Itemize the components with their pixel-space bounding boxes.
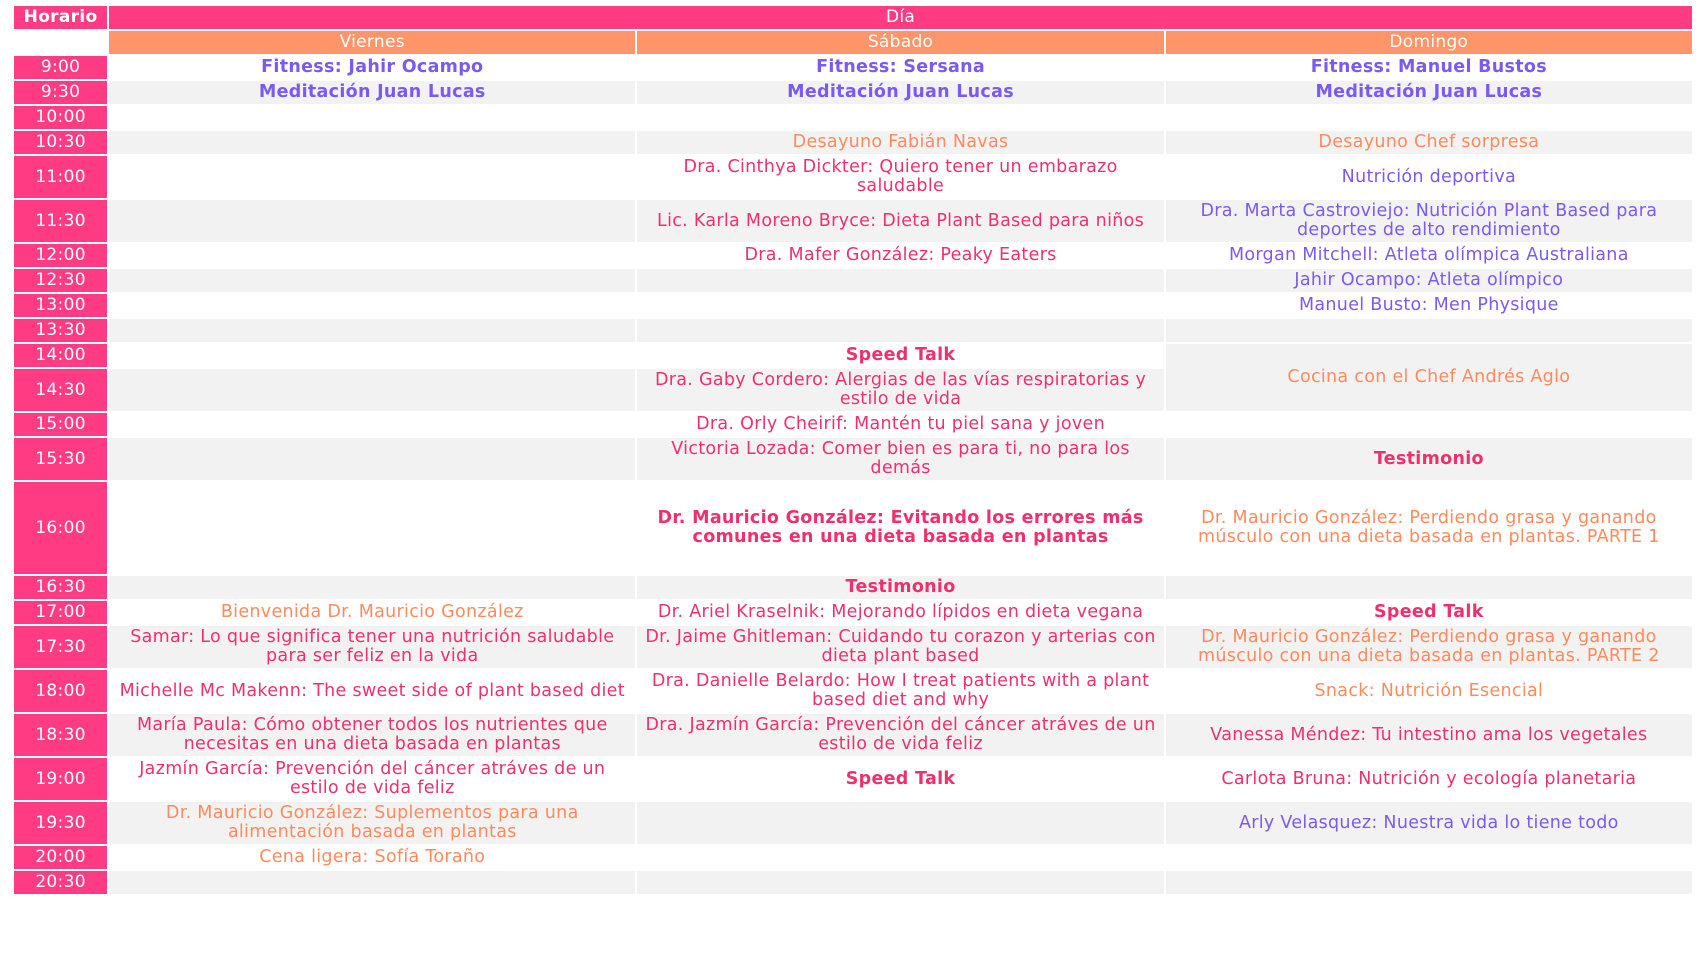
time-slot: 18:30 (14, 714, 107, 756)
empty-cell (109, 344, 635, 367)
time-slot: 14:30 (14, 369, 107, 411)
empty-cell (637, 106, 1163, 129)
session-cell: Fitness: Sersana (637, 56, 1163, 79)
session-cell: Samar: Lo que significa tener una nutrición saludable para ser feliz en la vida (109, 626, 635, 668)
time-slot: 18:00 (14, 670, 107, 712)
session-cell: Meditación Juan Lucas (1166, 81, 1692, 104)
session-cell: Manuel Busto: Men Physique (1166, 294, 1692, 317)
empty-cell (109, 106, 635, 129)
empty-cell (109, 482, 635, 574)
empty-cell (1166, 413, 1692, 436)
time-slot: 19:30 (14, 802, 107, 844)
session-cell: Nutrición deportiva (1166, 156, 1692, 198)
time-slot: 12:30 (14, 269, 107, 292)
empty-cell (109, 294, 635, 317)
empty-cell (109, 131, 635, 154)
session-cell: Bienvenida Dr. Mauricio González (109, 601, 635, 624)
empty-cell (1166, 576, 1692, 599)
time-slot: 10:00 (14, 106, 107, 129)
time-slot: 19:00 (14, 758, 107, 800)
empty-cell (1166, 846, 1692, 869)
day-header-sabado: Sábado (637, 31, 1163, 54)
session-cell: Vanessa Méndez: Tu intestino ama los vegetales (1166, 714, 1692, 756)
time-slot: 15:30 (14, 438, 107, 480)
session-cell: Dr. Jaime Ghitleman: Cuidando tu corazon y arterias con dieta plant based (637, 626, 1163, 668)
session-cell: Michelle Mc Makenn: The sweet side of plant based diet (109, 670, 635, 712)
empty-cell (109, 319, 635, 342)
session-cell: Victoria Lozada: Comer bien es para ti, no para los demás (637, 438, 1163, 480)
time-slot: 11:30 (14, 200, 107, 242)
day-header-viernes: Viernes (109, 31, 635, 54)
empty-cell (109, 576, 635, 599)
time-slot: 13:30 (14, 319, 107, 342)
session-cell: Fitness: Jahir Ocampo (109, 56, 635, 79)
empty-cell (109, 200, 635, 242)
session-cell: Dra. Danielle Belardo: How I treat patients with a plant based diet and why (637, 670, 1163, 712)
corner-blank (14, 31, 107, 54)
session-cell: Dra. Gaby Cordero: Alergias de las vías respiratorias y estilo de vida (637, 369, 1163, 411)
session-cell: Dr. Mauricio González: Perdiendo grasa y ganando músculo con una dieta basada en plantas. PARTE 1 (1166, 482, 1692, 574)
empty-cell (1166, 319, 1692, 342)
session-cell: Cocina con el Chef Andrés Aglo (1166, 344, 1692, 411)
session-cell: Meditación Juan Lucas (637, 81, 1163, 104)
empty-cell (1166, 106, 1692, 129)
time-slot: 10:30 (14, 131, 107, 154)
session-cell: Desayuno Chef sorpresa (1166, 131, 1692, 154)
session-cell: Lic. Karla Moreno Bryce: Dieta Plant Based para niños (637, 200, 1163, 242)
empty-cell (637, 871, 1163, 894)
session-cell: Dr. Ariel Kraselnik: Mejorando lípidos en dieta vegana (637, 601, 1163, 624)
session-cell: Testimonio (637, 576, 1163, 599)
session-cell: María Paula: Cómo obtener todos los nutrientes que necesitas en una dieta basada en plantas (109, 714, 635, 756)
session-cell: Jazmín García: Prevención del cáncer atráves de un estilo de vida feliz (109, 758, 635, 800)
empty-cell (109, 871, 635, 894)
session-cell: Dr. Mauricio González: Evitando los errores más comunes en una dieta basada en plantas (637, 482, 1163, 574)
session-cell: Fitness: Manuel Bustos (1166, 56, 1692, 79)
session-cell: Dr. Mauricio González: Perdiendo grasa y ganando músculo con una dieta basada en plantas. PARTE 2 (1166, 626, 1692, 668)
session-cell: Arly Velasquez: Nuestra vida lo tiene todo (1166, 802, 1692, 844)
time-slot: 15:00 (14, 413, 107, 436)
time-slot: 11:00 (14, 156, 107, 198)
session-cell: Morgan Mitchell: Atleta olímpica Australiana (1166, 244, 1692, 267)
time-slot: 14:00 (14, 344, 107, 367)
empty-cell (109, 269, 635, 292)
session-cell: Dra. Jazmín García: Prevención del cáncer atráves de un estilo de vida feliz (637, 714, 1163, 756)
session-cell: Carlota Bruna: Nutrición y ecología planetaria (1166, 758, 1692, 800)
empty-cell (637, 846, 1163, 869)
empty-cell (637, 802, 1163, 844)
empty-cell (637, 294, 1163, 317)
session-cell: Snack: Nutrición Esencial (1166, 670, 1692, 712)
session-cell: Dra. Orly Cheirif: Mantén tu piel sana y joven (637, 413, 1163, 436)
session-cell: Meditación Juan Lucas (109, 81, 635, 104)
day-header-domingo: Domingo (1166, 31, 1692, 54)
session-cell: Dra. Cinthya Dickter: Quiero tener un embarazo saludable (637, 156, 1163, 198)
empty-cell (109, 413, 635, 436)
session-cell: Dr. Mauricio González: Suplementos para una alimentación basada en plantas (109, 802, 635, 844)
session-cell: Cena ligera: Sofía Toraño (109, 846, 635, 869)
empty-cell (1166, 871, 1692, 894)
session-cell: Speed Talk (1166, 601, 1692, 624)
session-cell: Speed Talk (637, 758, 1163, 800)
dia-header: Día (109, 6, 1692, 29)
time-slot: 16:30 (14, 576, 107, 599)
session-cell: Testimonio (1166, 438, 1692, 480)
time-slot: 17:00 (14, 601, 107, 624)
schedule-table (12, 4, 1694, 896)
time-slot: 13:00 (14, 294, 107, 317)
time-slot: 9:30 (14, 81, 107, 104)
session-cell: Desayuno Fabián Navas (637, 131, 1163, 154)
empty-cell (109, 244, 635, 267)
empty-cell (109, 369, 635, 411)
time-slot: 16:00 (14, 482, 107, 574)
time-slot: 9:00 (14, 56, 107, 79)
empty-cell (637, 269, 1163, 292)
empty-cell (637, 319, 1163, 342)
horario-header: Horario (14, 6, 107, 29)
session-cell: Dra. Marta Castroviejo: Nutrición Plant Based para deportes de alto rendimiento (1166, 200, 1692, 242)
time-slot: 20:30 (14, 871, 107, 894)
time-slot: 17:30 (14, 626, 107, 668)
empty-cell (109, 438, 635, 480)
session-cell: Speed Talk (637, 344, 1163, 367)
session-cell: Dra. Mafer González: Peaky Eaters (637, 244, 1163, 267)
time-slot: 12:00 (14, 244, 107, 267)
empty-cell (109, 156, 635, 198)
session-cell: Jahir Ocampo: Atleta olímpico (1166, 269, 1692, 292)
time-slot: 20:00 (14, 846, 107, 869)
